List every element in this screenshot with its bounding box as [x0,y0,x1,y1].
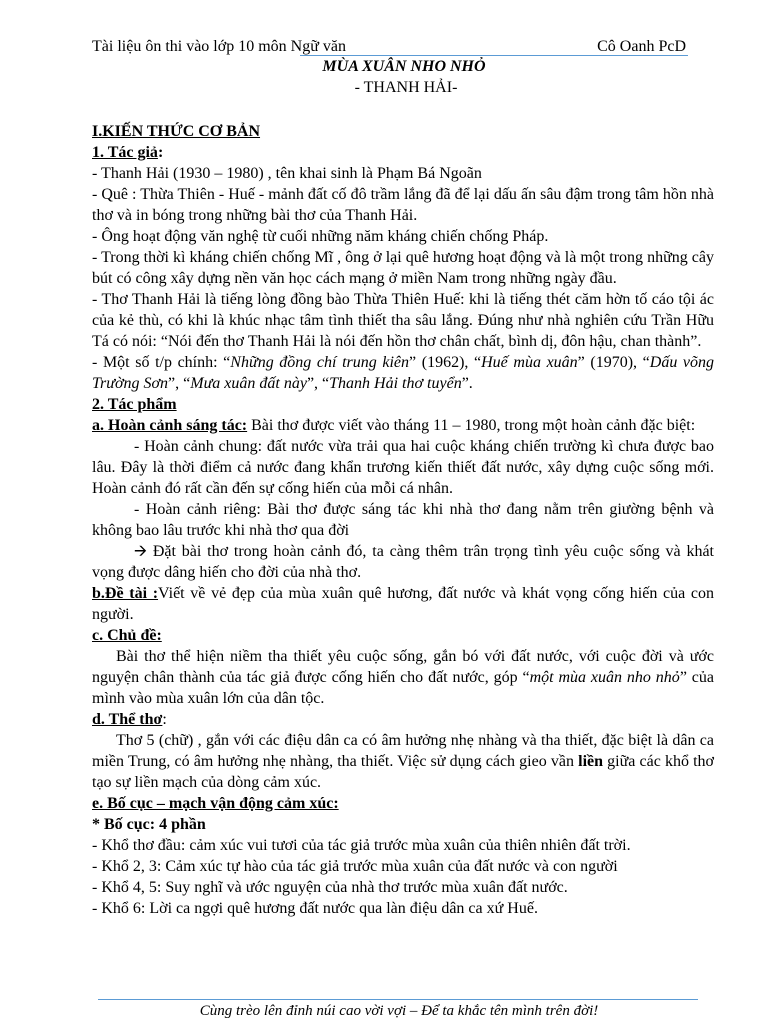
hoancanh-paragraph: a. Hoàn cảnh sáng tác: Bài thơ được viết vào tháng 11 – 1980, trong một hoàn cảnh đặc biệt: [92,417,696,434]
chude-heading: c. Chủ đề: [92,627,162,644]
header-left: Tài liệu ôn thi vào lớp 10 môn Ngữ văn [92,38,346,55]
arrow-icon: 🡪 [134,543,147,560]
document-body [92,121,714,919]
chude-paragraph: Bài thơ thể hiện niềm tha thiết yêu cuộc sống, gắn bó với đất nước, với cuộc đời và ước nguyện chân thành của tác giả được cống hiến cho đất nước, góp “một mùa xuân nho nhỏ” của mình vào mùa xuân lớn của dân tộc. [92,648,715,707]
tacgia-works: - Một số t/p chính: “Những đồng chí trung kiên” (1962), “Huế mùa xuân” (1970), “Dấu võng Trường Sơn”, “Mưa xuân đất này”, “Thanh Hải thơ tuyển”. [92,354,715,392]
bocuc-item: - Khổ 2, 3: Cảm xúc tự hào của tác giả trước mùa xuân của đất nước và con người [92,858,618,875]
header-divider [300,55,688,56]
document-author: - THANH HẢI- [354,79,458,96]
bocuc-summary: * Bố cục: 4 phần [92,816,206,833]
document-title: MÙA XUÂN NHO NHỎ [322,58,486,75]
bocuc-item: - Khổ 6: Lời ca ngợi quê hương đất nước qua làn điệu dân ca xứ Huế. [92,900,538,917]
tacgia-line: - Ông hoạt động văn nghệ từ cuối những năm kháng chiến chống Pháp. [92,228,549,245]
bocuc-item: - Khổ thơ đầu: cảm xúc vui tươi của tác giả trước mùa xuân của thiên nhiên đất trời. [92,837,631,854]
thetho-paragraph: Thơ 5 (chữ) , gắn với các điệu dân ca có âm hưởng nhẹ nhàng và tha thiết, đặc biệt là dân ca miền Trung, có âm hưởng nhẹ nhàng, tha thiết. Việc sử dụng cách gieo vần liền giữa các khổ thơ tạo sự liền mạch của dòng cảm xúc. [92,732,715,791]
tacgia-line: - Trong thời kì kháng chiến chống Mĩ , ông ở lại quê hương hoạt động và là một trong những cây bút có công xây dựng nền văn học cách mạng ở miền Nam trong những ngày đầu. [92,249,714,287]
bocuc-item: - Khổ 4, 5: Suy nghĩ và ước nguyện của nhà thơ trước mùa xuân đất nước. [92,879,568,896]
bocuc-heading: e. Bố cục – mạch vận động cảm xúc: [92,795,339,812]
hoancanh-conclusion: 🡪 Đặt bài thơ trong hoàn cảnh đó, ta càng thêm trân trọng tình yêu cuộc sống và khát vọng được dâng hiến cho đời của nhà thơ. [92,543,714,581]
page-header [92,37,688,57]
footer-divider [98,999,698,1000]
tacgia-line: - Quê : Thừa Thiên - Huế - mảnh đất cố đô trầm lắng đã để lại dấu ấn sâu đậm trong tâm hồn nhà thơ và in bóng trong những bài thơ của Thanh Hải. [92,186,714,224]
hoancanh-chung: - Hoàn cảnh chung: đất nước vừa trải qua hai cuộc kháng chiến trường kì chưa được bao lâu. Đây là thời điểm cả nước đang khẩn trương kiến thiết đất nước, xây dựng cuộc sống mới. Hoàn cảnh đó rất cần đến sự cống hiến của mỗi cá nhân. [92,438,714,497]
thetho-heading: d. Thể thơ: [92,711,167,728]
header-right: Cô Oanh PcD [597,38,686,55]
page-footer: Cùng trèo lên đỉnh núi cao vời vợi – Để ta khắc tên mình trên đời! [199,1003,599,1019]
tacgia-heading: 1. Tác giả: [92,144,164,161]
detai-paragraph: b.Đề tài :Viết về vẻ đẹp của mùa xuân quê hương, đất nước và khát vọng cống hiến của con người. [92,585,715,623]
tacpham-heading: 2. Tác phẩm [92,396,177,413]
section-heading: I.KIẾN THỨC CƠ BẢN [92,123,261,140]
tacgia-line: - Thơ Thanh Hải là tiếng lòng đồng bào Thừa Thiên Huế: khi là tiếng thét căm hờn tố cáo tội ác của kẻ thù, có khi là khúc nhạc tâm tình thiết tha sâu lắng. Đúng như nhà nghiên cứu Trần Hữu Tá có nói: “Nói đến thơ Thanh Hải là nói đến hồn thơ chân chất, bình dị, đôn hậu, chan thành”. [92,291,714,350]
hoancanh-rieng: - Hoàn cảnh riêng: Bài thơ được sáng tác khi nhà thơ đang nằm trên giường bệnh và không bao lâu trước khi nhà thơ qua đời [92,501,714,539]
tacgia-line: - Thanh Hải (1930 – 1980) , tên khai sinh là Phạm Bá Ngoãn [92,165,482,182]
